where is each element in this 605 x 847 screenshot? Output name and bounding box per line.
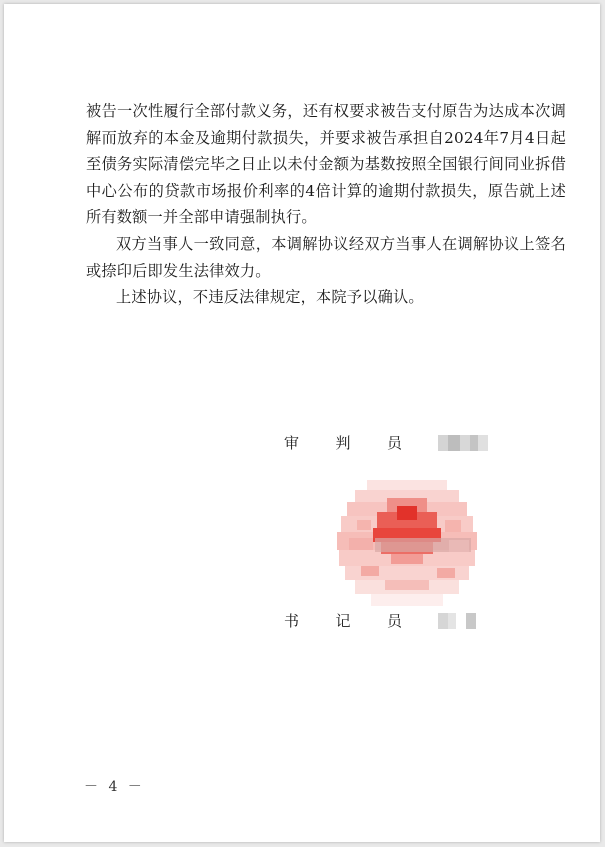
paragraph-3: 上述协议，不违反法律规定，本院予以确认。: [116, 288, 424, 307]
clerk-label: [284, 610, 402, 631]
document-page: [4, 4, 600, 842]
body-text: [86, 98, 566, 311]
page-number: － 4 －: [84, 779, 145, 795]
judge-label-char-3: 员: [386, 434, 402, 452]
judge-label-char-1: 审: [284, 434, 300, 452]
judge-label-char-2: 判: [335, 434, 351, 452]
judge-label: [284, 432, 402, 453]
judge-name-redacted: [438, 435, 488, 451]
clerk-label-char-2: 记: [335, 612, 351, 630]
paragraph-2: 双方当事人一致同意，本调解协议经双方当事人在调解协议上签名或捺印后即发生法律效力。: [86, 234, 566, 280]
clerk-name-redacted: [438, 613, 476, 629]
judge-signature-row: [284, 432, 488, 453]
paragraph-1: 被告一次性履行全部付款义务，还有权要求被告支付原告为达成本次调解而放弃的本金及逾期付款损失，并要求被告承担自2024年7月4日起至债务实际清偿完毕之日止以未付金额为基数按照全国银行间同业拆借中心公布的贷款市场报价利率的4倍计算的逾期付款损失，原告就上述所有数额一并全部申请强制执行。: [86, 102, 566, 227]
clerk-signature-row: [284, 610, 476, 631]
clerk-label-char-1: 书: [284, 612, 300, 630]
court-seal-stamp: [337, 480, 477, 608]
clerk-label-char-3: 员: [386, 612, 402, 630]
